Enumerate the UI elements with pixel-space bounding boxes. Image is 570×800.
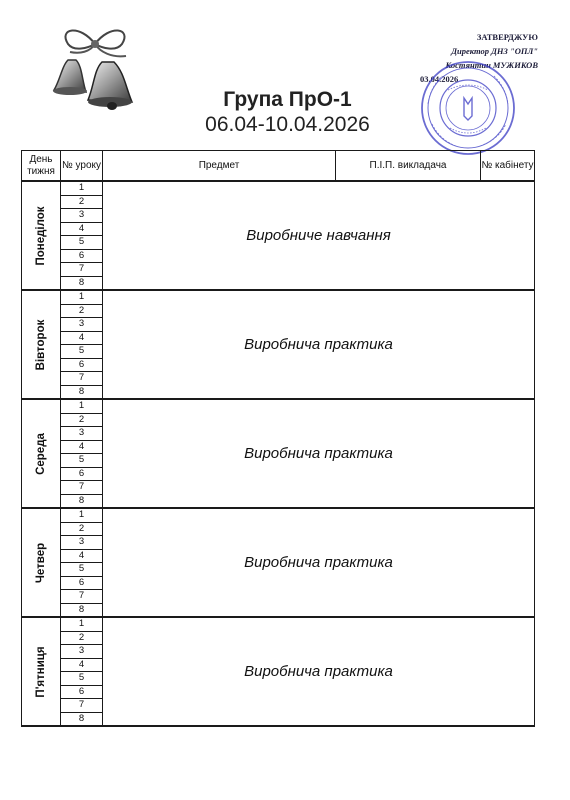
lesson-number: 6	[61, 576, 103, 590]
lesson-number: 1	[61, 617, 103, 631]
lesson-number: 5	[61, 345, 103, 359]
day-cell	[22, 508, 61, 617]
lesson-number: 2	[61, 195, 103, 209]
lesson-number: 7	[61, 263, 103, 277]
lesson-number: 8	[61, 385, 103, 399]
table-row	[22, 508, 535, 522]
subject-cell: Виробнича практика	[103, 617, 535, 726]
lesson-number: 6	[61, 358, 103, 372]
table-row	[22, 290, 535, 304]
lesson-number: 7	[61, 590, 103, 604]
day-cell	[22, 181, 61, 290]
lesson-number: 5	[61, 563, 103, 577]
subject-cell: Виробнича практика	[103, 290, 535, 399]
subject-cell: Виробниче навчання	[103, 181, 535, 290]
lesson-number: 3	[61, 318, 103, 332]
lesson-number: 5	[61, 236, 103, 250]
approval-name: Костянтин МУЖИКОВ	[445, 60, 538, 70]
lesson-number: 8	[61, 603, 103, 617]
lesson-number: 8	[61, 712, 103, 726]
lesson-number: 6	[61, 249, 103, 263]
schedule-table	[21, 150, 535, 727]
lesson-number: 5	[61, 454, 103, 468]
group-title: Група ПрО-1	[223, 88, 352, 111]
lesson-number: 4	[61, 440, 103, 454]
lesson-number: 1	[61, 290, 103, 304]
day-cell	[22, 399, 61, 508]
lesson-number: 2	[61, 631, 103, 645]
lesson-number: 2	[61, 522, 103, 536]
lesson-number: 3	[61, 427, 103, 441]
bells-icon	[40, 22, 150, 114]
lesson-number: 7	[61, 372, 103, 386]
lesson-number: 4	[61, 549, 103, 563]
header-teacher: П.І.П. викладача	[336, 151, 481, 182]
lesson-number: 4	[61, 658, 103, 672]
lesson-number: 2	[61, 304, 103, 318]
lesson-number: 6	[61, 467, 103, 481]
lesson-number: 8	[61, 276, 103, 290]
day-label: П'ятниця	[35, 645, 47, 698]
lesson-number: 1	[61, 399, 103, 413]
header-room: № кабінету	[481, 151, 535, 182]
day-cell	[22, 290, 61, 399]
table-row	[22, 181, 535, 195]
header-row	[22, 151, 535, 182]
day-label: Четвер	[35, 542, 47, 583]
lesson-number: 4	[61, 222, 103, 236]
lesson-number: 8	[61, 494, 103, 508]
day-label: Середа	[35, 432, 47, 475]
title-block	[140, 88, 435, 138]
header-day: День тижня	[22, 151, 61, 182]
table-row	[22, 399, 535, 413]
approval-heading: ЗАТВЕРДЖУЮ	[476, 32, 538, 42]
lesson-number: 2	[61, 413, 103, 427]
header-subject: Предмет	[103, 151, 336, 182]
lesson-number: 1	[61, 181, 103, 195]
lesson-number: 7	[61, 699, 103, 713]
subject-cell: Виробнича практика	[103, 399, 535, 508]
day-label: Вівторок	[35, 319, 47, 370]
lesson-number: 7	[61, 481, 103, 495]
lesson-number: 3	[61, 209, 103, 223]
lesson-number: 5	[61, 672, 103, 686]
lesson-number: 6	[61, 685, 103, 699]
day-label: Понеділок	[35, 205, 47, 266]
lesson-number: 3	[61, 645, 103, 659]
approval-date: 03.04.2026	[420, 74, 459, 84]
subject-cell: Виробнича практика	[103, 508, 535, 617]
lesson-number: 1	[61, 508, 103, 522]
date-range: 06.04-10.04.2026	[205, 113, 370, 136]
lesson-number: 4	[61, 331, 103, 345]
table-row	[22, 617, 535, 631]
header-lesson: № уроку	[61, 151, 103, 182]
day-cell	[22, 617, 61, 726]
lesson-number: 3	[61, 536, 103, 550]
approval-position: Директор ДНЗ "ОПЛ"	[451, 46, 538, 56]
